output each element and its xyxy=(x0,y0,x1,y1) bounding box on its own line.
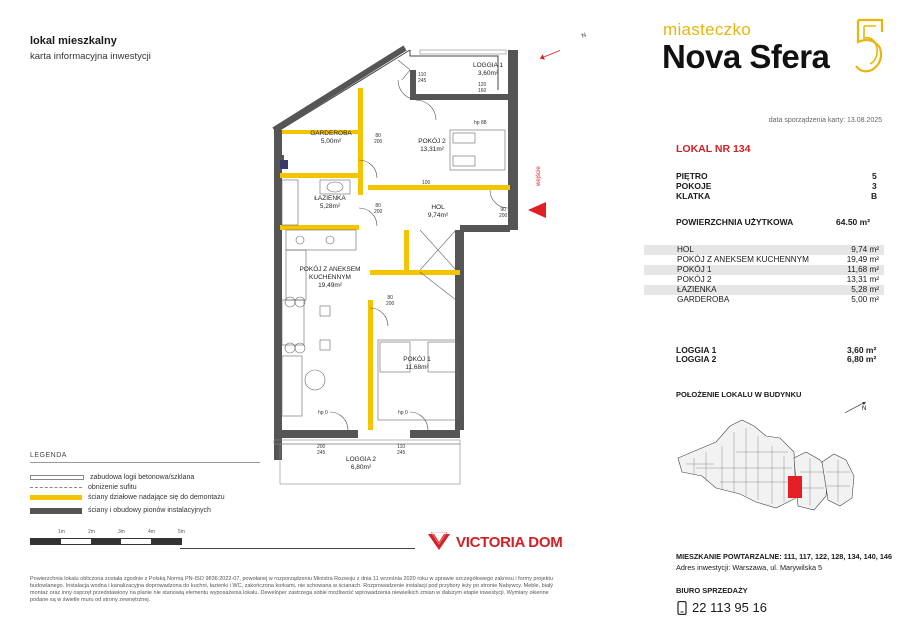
dim-label: 90 200 xyxy=(499,207,508,219)
apartment-highlight xyxy=(788,476,802,498)
legend-swatch xyxy=(30,508,82,514)
pokoje-value: 3 xyxy=(872,181,877,191)
klatka-value: B xyxy=(871,191,878,201)
floor-plan xyxy=(260,30,560,490)
legend-swatch xyxy=(30,495,82,500)
loggia2-label: LOGGIA 2 xyxy=(676,354,717,364)
legend-item: ściany i obudowy pionów instalacyjnych xyxy=(30,507,211,514)
room-row: POKÓJ 1 11,68 m² xyxy=(644,265,884,275)
dim-label: 80 200 xyxy=(374,133,383,145)
sales-title: BIURO SPRZEDAŻY xyxy=(676,586,748,595)
room-label-pokoj2: POKÓJ 2 13,31m² xyxy=(418,138,446,153)
brand-five-logo xyxy=(852,18,886,74)
room-label-lazienka: ŁAZIENKA 5,28m² xyxy=(314,195,346,210)
investment-address: Adres inwestycji: Warszawa, ul. Marywilska 5 xyxy=(676,563,823,572)
room-label-garderoba: GARDEROBA 5,00m² xyxy=(310,130,352,145)
room-label-loggia2: LOGGIA 2 6,80m² xyxy=(346,456,376,471)
pietro-value: 5 xyxy=(872,171,877,181)
pietro-label: PIĘTRO xyxy=(676,171,708,181)
document-title: lokal mieszkalny xyxy=(30,35,117,47)
location-title: POŁOŻENIE LOKALU W BUDYNKU xyxy=(676,390,802,399)
dim-label: hp 0 xyxy=(398,410,408,416)
card-date: data sporządzenia karty: 13.08.2025 xyxy=(768,117,882,124)
building-keyplan xyxy=(676,402,884,542)
dim-label: 100 xyxy=(422,180,431,186)
area-value: 64.50 m² xyxy=(836,217,871,227)
rooms-list xyxy=(644,245,884,305)
room-label-pokoj-aneks: POKÓJ Z ANEKSEM KUCHENNYM 19,49m² xyxy=(299,266,361,289)
room-row: GARDEROBA 5,00 m² xyxy=(677,295,879,304)
brand-line2: Nova Sfera xyxy=(662,38,830,75)
phone-icon xyxy=(677,601,687,615)
entrance-arrow xyxy=(528,202,546,218)
keyplan-north-label: N xyxy=(862,406,867,412)
room-row: ŁAZIENKA 5,28 m² xyxy=(644,285,884,295)
scale-bar xyxy=(30,538,182,545)
room-row: POKÓJ Z ANEKSEM KUCHENNYM 19,49 m² xyxy=(677,255,879,264)
room-row: HOL 9,74 m² xyxy=(644,245,884,255)
dim-label: 110 245 xyxy=(418,72,427,84)
similar-apartments: MIESZKANIE POWTARZALNE: 111, 117, 122, 128, 134, 140, 146 xyxy=(676,552,893,561)
dim-label: 80 200 xyxy=(386,295,395,307)
sales-phone[interactable]: 22 113 95 16 xyxy=(692,600,767,615)
brand-line1: miasteczko xyxy=(663,20,752,39)
dim-label: hp 88 xyxy=(474,120,487,126)
dim-label: 120 160 xyxy=(478,82,487,94)
footnote: Powierzchnia lokalu obliczona została zgodnie z Polską Normą PN-ISO 9836:2022-07, powołanej w rozporządzeniu Ministra Rozwoju z dnia 11 września 2020 roku w sprawie szczegółowego zakresu i formy projektu budowlanego. Instalacja wodna i kanalizacyjna doprowadzona do kuchni, łazienki i WC, zakończona korkami, nie schowana w ścianach. Rozprowadzenie instalacji pod przybory leży po stronie Nabywcy. Meble, białý montaż oraz inny osprzęt przedstawiony na planie nie stanowią elementu wyposażenia lokalu. Deweloper zastrzega sobie możliwość wprowadzenia niewielkich zmian w dalszym etapie inwestycji. Wymiary okienne podane są w świetle muru od strony zewnętrznej. xyxy=(30,576,553,603)
room-label-loggia1: LOGGIA 1 3,60m² xyxy=(473,62,503,77)
area-label: POWIERZCHNIA UŻYTKOWA xyxy=(676,217,794,227)
klatka-label: KLATKA xyxy=(676,191,711,201)
document-subtitle: karta informacyjna inwestycji xyxy=(30,51,151,62)
legend-swatch xyxy=(30,475,84,480)
room-label-hol: HOL 9,74m² xyxy=(427,204,449,219)
entrance-label: wejście xyxy=(536,166,542,186)
legend-swatch xyxy=(30,487,82,488)
developer-name: VICTORIA DOM xyxy=(456,534,563,551)
loggia1-area: 3,60 m² xyxy=(847,345,877,355)
legend-divider xyxy=(30,462,260,463)
victoria-dom-logo-icon xyxy=(428,532,450,554)
dim-label: 200 245 xyxy=(317,444,326,456)
dim-label: 80 200 xyxy=(374,203,383,215)
legend-item: zabudowa logii betonowa/szklana xyxy=(30,474,194,481)
dim-label: hp 0 xyxy=(318,410,328,416)
legend-item: obniżenie sufitu xyxy=(30,484,137,491)
room-label-pokoj1: POKÓJ 1 11,68m² xyxy=(403,356,431,371)
lokal-title: LOKAL NR 134 xyxy=(676,143,751,155)
dim-label: 110 245 xyxy=(397,444,406,456)
legend-title: LEGENDA xyxy=(30,452,67,459)
loggia2-area: 6,80 m² xyxy=(847,354,877,364)
north-label: N xyxy=(581,32,588,40)
footer-divider xyxy=(180,548,415,549)
pokoje-label: POKOJE xyxy=(676,181,712,191)
legend-item: ściany działowe nadające się do demontażu xyxy=(30,494,225,501)
room-row: POKÓJ 2 13,31 m² xyxy=(677,275,879,284)
loggia1-label: LOGGIA 1 xyxy=(676,345,717,355)
